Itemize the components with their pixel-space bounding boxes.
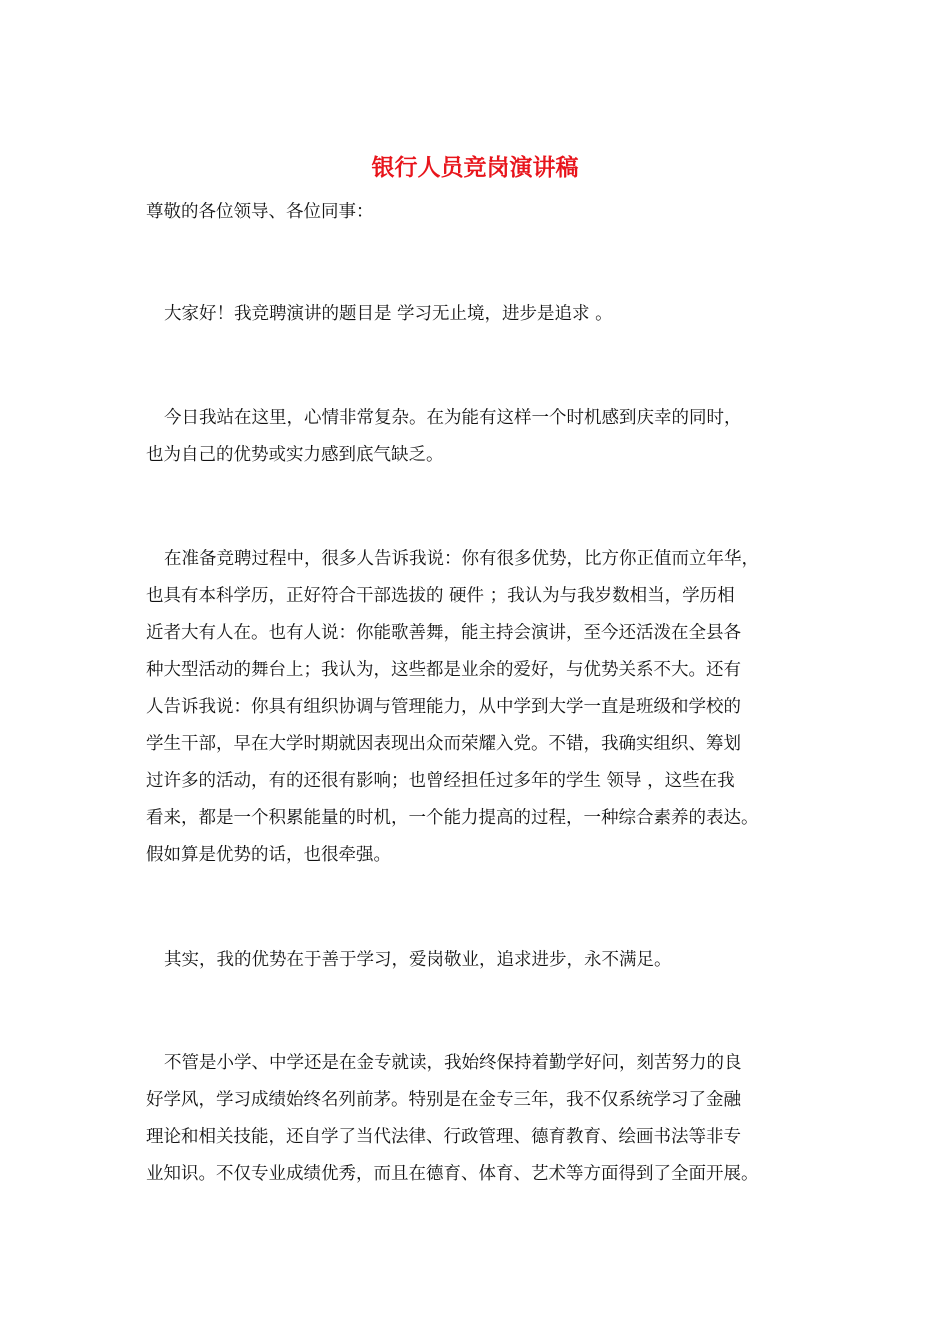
- document-title: 银行人员竞岗演讲稿: [371, 154, 579, 181]
- paragraph-5-line-2: 好学风，学习成绩始终名列前茅。特别是在金专三年，我不仅系统学习了金融: [146, 1090, 741, 1110]
- paragraph-5-line-4: 业知识。不仅专业成绩优秀，而且在德育、体育、艺术等方面得到了全面开展。: [146, 1164, 759, 1184]
- paragraph-2-line-1: 今日我站在这里，心情非常复杂。在为能有这样一个时机感到庆幸的同时，: [164, 408, 742, 428]
- paragraph-3-line-3: 近者大有人在。也有人说：你能歌善舞，能主持会演讲，至今还活泼在全县各: [146, 623, 741, 643]
- salutation: 尊敬的各位领导、各位同事：: [146, 202, 374, 222]
- paragraph-5-line-3: 理论和相关技能，还自学了当代法律、行政管理、德育教育、绘画书法等非专: [146, 1127, 741, 1147]
- paragraph-5-line-1: 不管是小学、中学还是在金专就读，我始终保持着勤学好问，刻苦努力的良: [164, 1053, 742, 1073]
- paragraph-3-line-2: 也具有本科学历，正好符合干部选拔的 硬件 ；我认为与我岁数相当，学历相: [146, 586, 735, 606]
- paragraph-2-line-2: 也为自己的优势或实力感到底气缺乏。: [146, 445, 444, 465]
- paragraph-3-line-7: 过许多的活动，有的还很有影响；也曾经担任过多年的学生 领导 ，这些在我: [146, 771, 735, 791]
- paragraph-4-line-1: 其实，我的优势在于善于学习，爱岗敬业，追求进步，永不满足。: [164, 950, 672, 970]
- paragraph-3-line-5: 人告诉我说：你具有组织协调与管理能力，从中学到大学一直是班级和学校的: [146, 697, 741, 717]
- paragraph-3-line-8: 看来，都是一个积累能量的时机，一个能力提高的过程，一种综合素养的表达。: [146, 808, 759, 828]
- paragraph-3-line-9: 假如算是优势的话，也很牵强。: [146, 845, 391, 865]
- paragraph-1-line-1: 大家好！我竞聘演讲的题目是 学习无止境，进步是追求 。: [164, 304, 613, 324]
- paragraph-3-line-6: 学生干部，早在大学时期就因表现出众而荣耀入党。不错，我确实组织、筹划: [146, 734, 741, 754]
- paragraph-3-line-1: 在准备竞聘过程中，很多人告诉我说：你有很多优势，比方你正值而立年华，: [164, 549, 759, 569]
- paragraph-3-line-4: 种大型活动的舞台上；我认为，这些都是业余的爱好，与优势关系不大。还有: [146, 660, 741, 680]
